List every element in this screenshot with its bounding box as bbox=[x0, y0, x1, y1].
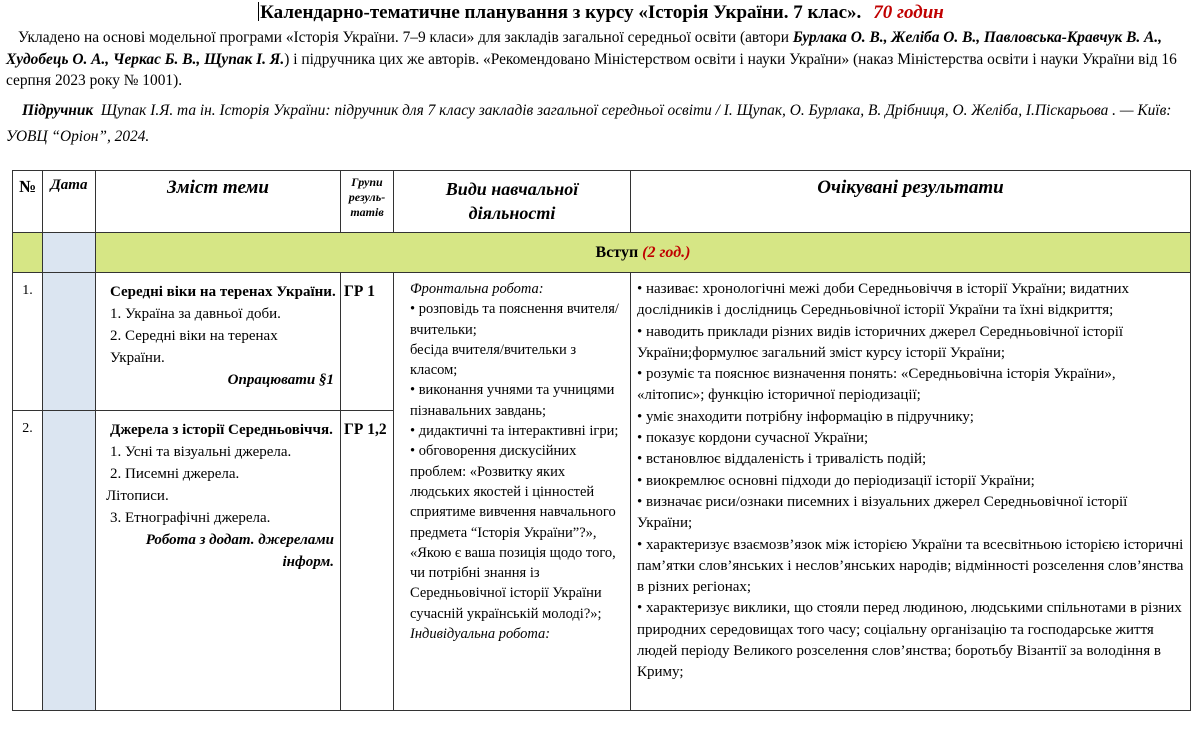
textbook-reference: Щупак І.Я. та ін. Історія України: підручник для 7 класу закладів загальної середньої освіти / І. Щупак, О. Бурлака, В. Дрібниця, О. Желіба, І.Піскарьова . — Київ: УОВЦ “Оріон”, 2024. bbox=[6, 102, 1172, 145]
intro-paragraph: Укладено на основі модельної програми «Історія України. 7–9 класи» для закладів загальної середньої освіти (автори Бурлака О. В., Желіба О. В., Павловська-Кравчук В. А., Худобець О. А., Черкас Б. В., Щупак І. Я.) і підручника цих же авторів. «Рекомендовано Міністерством освіти і науки України» (наказ Міністерства освіти і науки України від 16 серпня 2023 року № 1001). bbox=[6, 29, 1177, 89]
header-topic: Зміст теми bbox=[96, 171, 341, 233]
row-topic: Джерела з історії Середньовіччя. 1. Усні та візуальні джерела. 2. Писемні джерела. Літописи. 3. Етнографічні джерела. Робота з додат. джерелами інформ. bbox=[96, 411, 341, 711]
textbook-label: Підручник bbox=[22, 102, 94, 119]
section-title: Вступ (2 год.) bbox=[96, 233, 1191, 273]
textbook-paragraph bbox=[6, 98, 1196, 150]
row-group: ГР 1 bbox=[341, 273, 394, 411]
row-number: 2. bbox=[13, 411, 43, 711]
table-header-row bbox=[13, 171, 1191, 233]
planning-table bbox=[12, 170, 1191, 711]
row-group: ГР 1,2 bbox=[341, 411, 394, 711]
row-date bbox=[43, 411, 96, 711]
authors-list: Бурлака О. В., Желіба О. В., Павловська-Кравчук В. А., Худобець О. А., Черкас Б. В., Щупак І. Я. bbox=[6, 29, 1162, 68]
header-results: Очікувані результати bbox=[631, 171, 1191, 233]
title-text: Календарно-тематичне планування з курсу «Історія України. 7 клас». bbox=[260, 2, 862, 23]
header-activity: Види навчальної діяльності bbox=[394, 171, 631, 233]
header-date: Дата bbox=[43, 171, 96, 233]
table-row bbox=[13, 273, 1191, 411]
row-assignment: Робота з додат. джерелами інформ. bbox=[145, 532, 334, 570]
row-topic: Середні віки на теренах України. 1. Україна за давньої доби. 2. Середні віки на теренах України. Опрацювати §1 bbox=[96, 273, 341, 411]
section-row bbox=[13, 233, 1191, 273]
row-assignment: Опрацювати §1 bbox=[227, 372, 334, 388]
title-hours: 70 годин bbox=[873, 2, 944, 23]
header-number: № bbox=[13, 171, 43, 233]
row-date bbox=[43, 273, 96, 411]
text-cursor bbox=[258, 2, 259, 21]
document-title bbox=[0, 2, 1202, 24]
header-groups: Групи резуль- татів bbox=[341, 171, 394, 233]
row-number: 1. bbox=[13, 273, 43, 411]
activity-cell: Фронтальна робота: • розповідь та пояснення вчителя/вчительки; бесіда вчителя/вчительки з класом; • виконання учнями та учницями пізнавальних завдань; • дидактичні та інтерактивні ігри; • обговорення дискусійних проблем: «Розвитку яких людських якостей і цінностей сприятиме вивчення навчального предмета “Історія України”?», «Якою є ваша позиція щодо того, чи потрібні знання із Середньовічної історії України сучасній українській молоді?»; Індивідуальна робота: bbox=[394, 273, 631, 711]
results-cell: • називає: хронологічні межі доби Середньовіччя в історії України; видатних дослідників і дослідниць Середньовічної історії України та їхні відкриття; • наводить приклади різних видів історичних джерел Середньовічної історії України;формулює загальний зміст курсу історії України; • розуміє та пояснює визначення понять: «Середньовічна історія України», «літопис»; функцію історичної періодизації; • уміє знаходити потрібну інформацію в підручнику; • показує кордони сучасної України; • встановлює віддаленість і тривалість подій; • виокремлює основні підходи до періодизації історії України; • визначає риси/ознаки писемних і візуальних джерел Середньовічної історії України; • характеризує взаємозв’язок між історією України та всесвітньою історією історичні пам’ятки слов’янських і неслов’янських народів; відмінності розселення слов’янства в різних регіонах; • характеризує виклики, що стояли перед людиною, людськими спільнотами в різних природних середовищах того часу; соціальну організацію та господарське життя людей періоду Великого розселення слов’янства; боротьбу Візантії за володіння в Криму; bbox=[631, 273, 1191, 711]
